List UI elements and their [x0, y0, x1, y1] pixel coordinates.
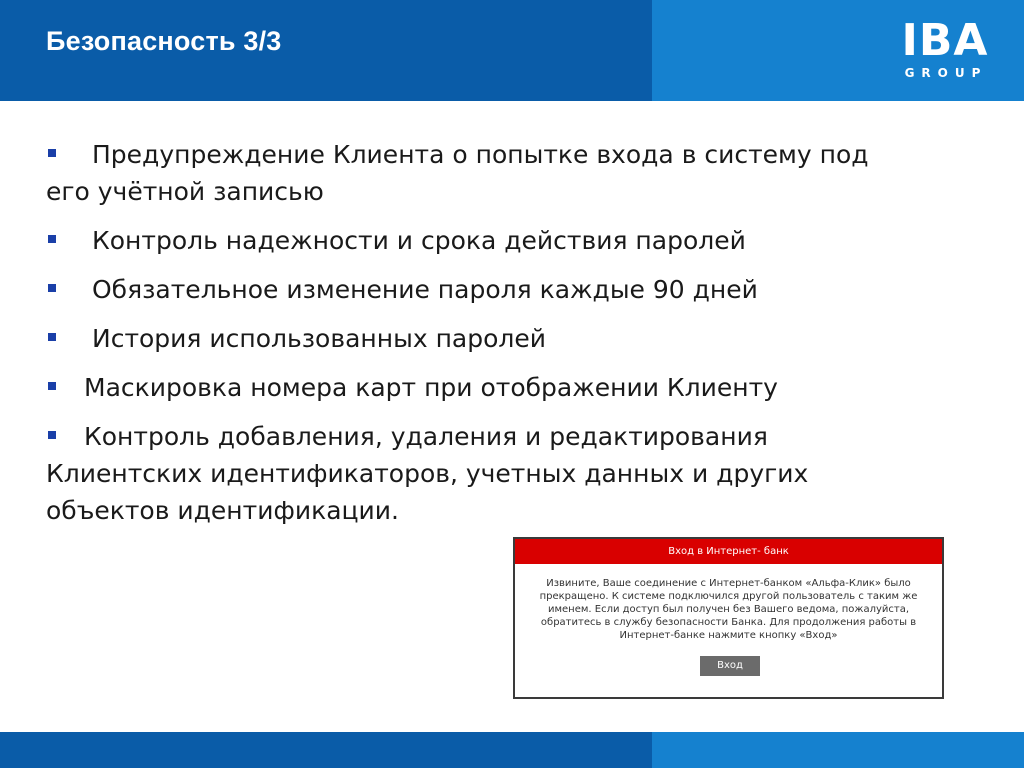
footer-band: [0, 732, 1024, 768]
list-item-continuation: объектов идентификации.: [46, 496, 399, 525]
list-item-text: Маскировка номера карт при отображении Клиенту: [84, 373, 778, 402]
login-button[interactable]: Вход: [700, 656, 760, 676]
list-item: [46, 320, 946, 357]
slide-title: Безопасность 3/3: [46, 26, 282, 56]
bullet-list: [46, 136, 946, 541]
list-item-continuation: Клиентских идентификаторов, учетных данных и других: [46, 459, 809, 488]
square-bullet-icon: [48, 431, 56, 439]
list-item-text: Обязательное изменение пароля каждые 90 дней: [92, 275, 758, 304]
iba-group-logo: [890, 15, 1000, 84]
square-bullet-icon: [48, 382, 56, 390]
square-bullet-icon: [48, 235, 56, 243]
list-item: [46, 418, 946, 529]
square-bullet-icon: [48, 149, 56, 157]
dialog-message-line: обратитесь в службу безопасности Банка. Для продолжения работы в: [540, 617, 917, 628]
dialog-message-line: Интернет-банке нажмите кнопку «Вход»: [619, 630, 838, 641]
header-band: [0, 0, 1024, 101]
list-item-text: История использованных паролей: [92, 324, 547, 353]
list-item-text: Предупреждение Клиента о попытке входа в систему под: [92, 140, 869, 169]
square-bullet-icon: [48, 284, 56, 292]
logo-sub-text: GROUP: [904, 66, 988, 80]
dialog-message: [525, 577, 932, 642]
dialog-message-line: прекращено. К системе подключился другой пользователь с таким же: [539, 591, 918, 602]
list-item: [46, 222, 946, 259]
logo-main-text: IBA: [901, 15, 989, 66]
list-item-text: Контроль добавления, удаления и редактирования: [84, 422, 768, 451]
list-item-text: Контроль надежности и срока действия паролей: [92, 226, 746, 255]
footer-accent-block: [652, 732, 1024, 768]
square-bullet-icon: [48, 333, 56, 341]
dialog-message-line: Извините, Ваше соединение с Интернет-банком «Альфа-Клик» было: [546, 578, 911, 589]
bank-login-dialog: [513, 537, 944, 699]
list-item: [46, 369, 946, 406]
dialog-title: Вход в Интернет- банк: [515, 539, 942, 564]
list-item: [46, 271, 946, 308]
dialog-message-line: именем. Если доступ был получен без Вашего ведома, пожалуйста,: [547, 604, 910, 615]
list-item: [46, 136, 946, 210]
list-item-continuation: его учётной записью: [46, 177, 324, 206]
